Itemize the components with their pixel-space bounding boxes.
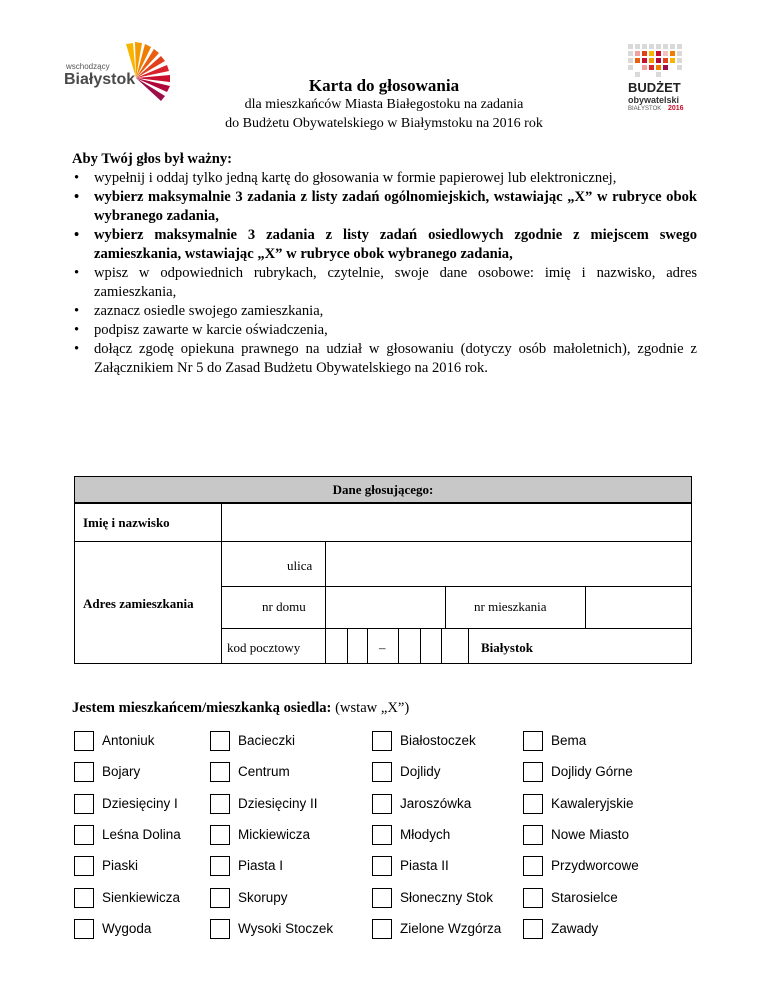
settlement-checkbox[interactable] (523, 794, 543, 814)
instructions (72, 150, 697, 378)
form-divider (75, 541, 691, 542)
instruction-item: • wpisz w odpowiednich rubrykach, czytelnie, swoje dane osobowe: imię i nazwisko, adres zamieszkania, (72, 264, 697, 302)
settlement-checkbox[interactable] (74, 794, 94, 814)
settlement-checkbox[interactable] (74, 731, 94, 751)
settlement-checkbox[interactable] (74, 856, 94, 876)
settlement-checkbox[interactable] (74, 762, 94, 782)
settlement-checkbox[interactable] (210, 919, 230, 939)
settlement-option-label: Antoniuk (102, 733, 155, 748)
settlement-checkbox[interactable] (74, 825, 94, 845)
logo-right-line1: BUDŻET (628, 80, 681, 95)
settlement-checkbox[interactable] (523, 731, 543, 751)
page-subtitle-2: do Budżetu Obywatelskiego w Białymstoku na 2016 rok (225, 116, 543, 131)
page-subtitle-1: dla mieszkańców Miasta Białegostoku na zadania (244, 97, 524, 112)
settlement-label-bold: Jestem mieszkańcem/mieszkanką osiedla: (72, 700, 332, 716)
voter-data-form (74, 476, 692, 664)
postal-code-field[interactable] (327, 630, 467, 662)
settlement-option-label: Bacieczki (238, 733, 296, 748)
settlement-checkbox[interactable] (372, 888, 392, 908)
postal-code-dash: – (379, 640, 386, 655)
settlement-option-label: Leśna Dolina (102, 827, 181, 842)
settlement-checkbox[interactable] (372, 762, 392, 782)
settlement-checkbox[interactable] (210, 888, 230, 908)
logo-right-line3: BIAŁYSTOK (628, 106, 662, 112)
settlement-option-label: Dojlidy Górne (551, 764, 633, 779)
settlement-checkbox[interactable] (372, 731, 392, 751)
settlement-option-label: Przydworcowe (551, 858, 639, 873)
settlement-checkbox[interactable] (74, 919, 94, 939)
settlement-checkbox[interactable] (210, 856, 230, 876)
logo-big-text: Białystok (64, 71, 136, 88)
instruction-item: • wybierz maksymalnie 3 zadania z listy zadań ogólnomiejskich, wstawiając „X” w rubryce obok wybranego zadania, (72, 188, 697, 226)
settlement-checkbox[interactable] (210, 731, 230, 751)
settlement-option-label: Zawady (551, 921, 599, 936)
settlement-checkbox[interactable] (74, 888, 94, 908)
settlement-option-label: Skorupy (238, 890, 288, 905)
settlement-option-label: Dojlidy (400, 764, 441, 779)
instructions-heading: Aby Twój głos był ważny: (72, 151, 233, 167)
settlement-option-label: Dziesięciny I (102, 796, 178, 811)
form-divider (75, 503, 691, 504)
settlement-option-label: Piaski (102, 858, 139, 873)
flat-number-label: nr mieszkania (474, 599, 547, 614)
settlement-checkbox[interactable] (372, 825, 392, 845)
house-number-label: nr domu (262, 599, 306, 614)
flat-number-field[interactable] (587, 588, 689, 627)
postal-code-label: kod pocztowy (227, 640, 301, 655)
logo-right-year: 2016 (668, 105, 684, 112)
instruction-item: • wypełnij i oddaj tylko jedną kartę do głosowania w formie papierowej lub elektronicznej, (72, 169, 697, 188)
name-field[interactable] (223, 505, 689, 540)
settlement-checkbox[interactable] (210, 794, 230, 814)
street-field[interactable] (327, 543, 689, 585)
settlement-checkbox[interactable] (523, 856, 543, 876)
settlement-option-label: Młodych (400, 827, 451, 842)
settlement-option-label: Wygoda (102, 921, 152, 936)
settlement-label-note: (wstaw „X”) (331, 700, 410, 716)
settlement-option-label: Sienkiewicza (102, 890, 181, 905)
settlement-checkbox[interactable] (523, 825, 543, 845)
instructions-list (72, 169, 697, 378)
instruction-item: • wybierz maksymalnie 3 zadania z listy zadań osiedlowych zgodnie z miejscem swego zamieszkania, wstawiając „X” w rubryce obok wybranego zadania, (72, 226, 697, 264)
settlement-option-label: Kawaleryjskie (551, 796, 634, 811)
settlement-checkbox[interactable] (372, 856, 392, 876)
settlement-label (72, 700, 409, 717)
instruction-item: • dołącz zgodę opiekuna prawnego na udział w głosowaniu (dotyczy osób małoletnich), zgodnie z Załącznikiem Nr 5 do Zasad Budżetu Obywatelskiego na 2016 rok. (72, 340, 697, 378)
settlement-checkbox[interactable] (372, 794, 392, 814)
form-divider (325, 541, 326, 663)
logo-small-text: wschodzący (66, 62, 110, 71)
settlement-option-label: Piasta II (400, 858, 449, 873)
logo-right-line2: obywatelski (628, 95, 680, 105)
form-divider (445, 586, 446, 628)
settlement-checkbox[interactable] (523, 888, 543, 908)
settlement-option-label: Słoneczny Stok (400, 890, 494, 905)
page-title: Karta do głosowania (308, 76, 460, 95)
instruction-item: • podpisz zawarte w karcie oświadczenia, (72, 321, 697, 340)
form-divider (585, 586, 586, 628)
settlement-option-label: Mickiewicza (238, 827, 311, 842)
settlement-checkbox[interactable] (210, 762, 230, 782)
form-divider (221, 628, 691, 629)
city-label: Białystok (481, 640, 534, 655)
form-divider (221, 503, 222, 663)
settlement-option-label: Bojary (102, 764, 141, 779)
form-divider (221, 586, 691, 587)
settlement-option-label: Piasta I (238, 858, 284, 873)
street-label: ulica (287, 558, 313, 573)
settlement-option-label: Starosielce (551, 890, 618, 905)
instruction-item: • zaznacz osiedle swojego zamieszkania, (72, 302, 697, 321)
settlement-option-label: Zielone Wzgórza (400, 921, 502, 936)
settlement-option-label: Bema (551, 733, 587, 748)
settlement-option-label: Nowe Miasto (551, 827, 630, 842)
settlement-checkbox[interactable] (372, 919, 392, 939)
settlement-option-label: Centrum (238, 764, 290, 779)
form-header: Dane głosującego: (75, 477, 691, 503)
name-label: Imię i nazwisko (83, 515, 170, 530)
settlement-checkbox[interactable] (523, 919, 543, 939)
settlement-option-label: Jaroszówka (400, 796, 472, 811)
house-number-field[interactable] (327, 588, 444, 627)
settlement-checkbox[interactable] (523, 762, 543, 782)
settlement-option-label: Wysoki Stoczek (238, 921, 334, 936)
form-divider (468, 628, 469, 663)
settlement-checkbox[interactable] (210, 825, 230, 845)
settlement-option-label: Dziesięciny II (238, 796, 318, 811)
address-label: Adres zamieszkania (83, 596, 194, 611)
settlement-option-label: Białostoczek (400, 733, 476, 748)
